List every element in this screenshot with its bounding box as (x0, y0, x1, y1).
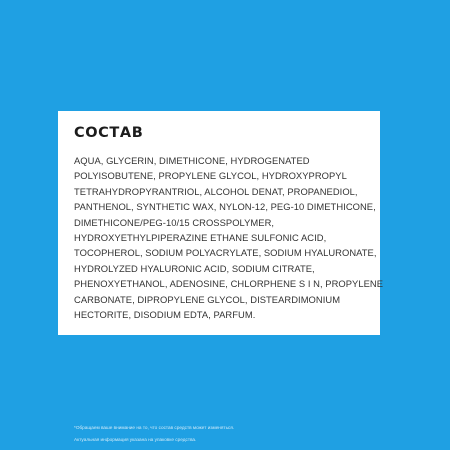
composition-card (58, 111, 384, 335)
ingredients-line: POLYISOBUTENE, PROPYLENE GLYCOL, HYDROXYPROPYL (74, 170, 347, 182)
disclaimer-line: Актуальная информация указана на упаковке средства. (74, 437, 197, 442)
ingredients-line: PHENOXYETHANOL, ADENOSINE, CHLORPHENE S I N, PROPYLENE (74, 278, 384, 290)
ingredients-line: CARBONATE, DIPROPYLENE GLYCOL, DISTEARDIMONIUM (74, 293, 341, 305)
composition-title: СОСТАВ (74, 125, 144, 141)
ingredients-line: HECTORITE, DISODIUM EDTA, PARFUM. (74, 309, 256, 321)
ingredients-line: AQUA, GLYCERIN, DIMETHICONE, HYDROGENATED (74, 155, 310, 166)
disclaimer-footnote (74, 422, 234, 446)
ingredients-line: HYDROXYETHYLPIPERAZINE ETHANE SULFONIC ACID, (74, 232, 327, 244)
ingredients-line: TETRAHYDROPYRANTRIOL, ALCOHOL DENAT, PROPANEDIOL, (74, 185, 358, 197)
ingredients-line: HYDROLYZED HYALURONIC ACID, SODIUM CITRATE, (74, 262, 315, 274)
ingredients-line: TOCOPHEROL, SODIUM POLYACRYLATE, SODIUM HYALURONATE, (74, 247, 377, 259)
ingredients-line: DIMETHICONE/PEG-10/15 CROSSPOLYMER, (74, 216, 275, 228)
ingredients-line: PANTHENOL, SYNTHETIC WAX, NYLON-12, PEG-10 DIMETHICONE, (74, 201, 376, 213)
ingredients-list (74, 153, 384, 322)
disclaimer-line: *Обращаем ваше внимание на то, что состав средств может изменяться. (74, 425, 235, 430)
